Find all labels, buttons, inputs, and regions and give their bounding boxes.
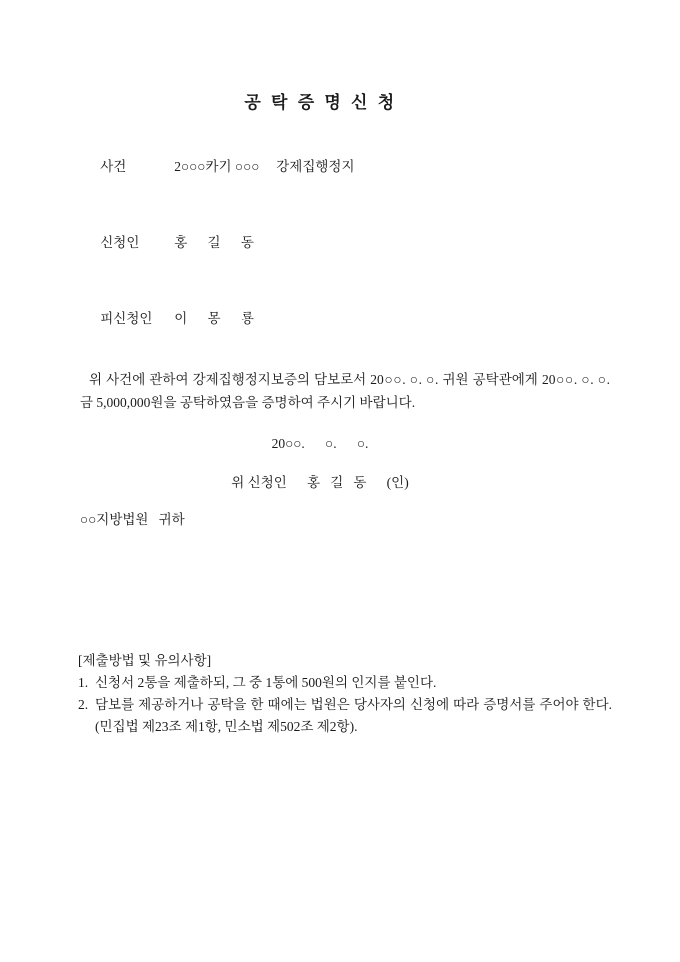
case-row-respondent [80, 292, 680, 346]
date-line: 20○○. ○. ○. [271, 436, 369, 451]
case-row-case-number [80, 140, 680, 194]
footnotes-section [78, 650, 612, 738]
case-info-section [80, 140, 680, 346]
document-title: 공 탁 증 명 신 청 [244, 93, 396, 112]
footnotes-heading: [제출방법 및 유의사항] [78, 653, 212, 668]
footnote-number: 1. [78, 675, 89, 690]
footnote-text: 신청서 2통을 제출하되, 그 중 1통에 500원의 인지를 붙인다. [95, 675, 437, 690]
footnote-text: 담보를 제공하거나 공탁을 한 때에는 법원은 당사자의 신청에 따라 증명서를 주어야 한다.(민집법 제23조 제1항, 민소법 제502조 제2항). [95, 697, 612, 734]
field-value-applicant: 홍 길 동 [174, 235, 254, 250]
footnote-item-1 [78, 672, 612, 694]
field-label-respondent: 피신청인 [100, 311, 153, 326]
case-row-applicant [80, 216, 680, 270]
closing-band [80, 435, 560, 492]
footnote-number: 2. [78, 697, 89, 712]
title-band [80, 93, 560, 112]
signature-line: 위 신청인 홍 길 동 (인) [231, 475, 409, 490]
field-label-applicant: 신청인 [100, 235, 140, 250]
request-paragraph: 위 사건에 관하여 강제집행정지보증의 담보로서 20○○. ○. ○. 귀원 공탁관에게 20○○. ○. ○. 금 5,000,000원을 공탁하였음을 증명하여 주시기 바랍니다. [80, 372, 610, 410]
recipient-court-line: ○○지방법원 귀하 [80, 512, 185, 527]
footnote-item-2 [78, 694, 612, 738]
field-label-case: 사건 [100, 159, 127, 174]
field-value-respondent: 이 몽 룡 [174, 311, 254, 326]
field-value-case: 2○○○카기 ○○○ 강제집행정지 [174, 159, 355, 174]
